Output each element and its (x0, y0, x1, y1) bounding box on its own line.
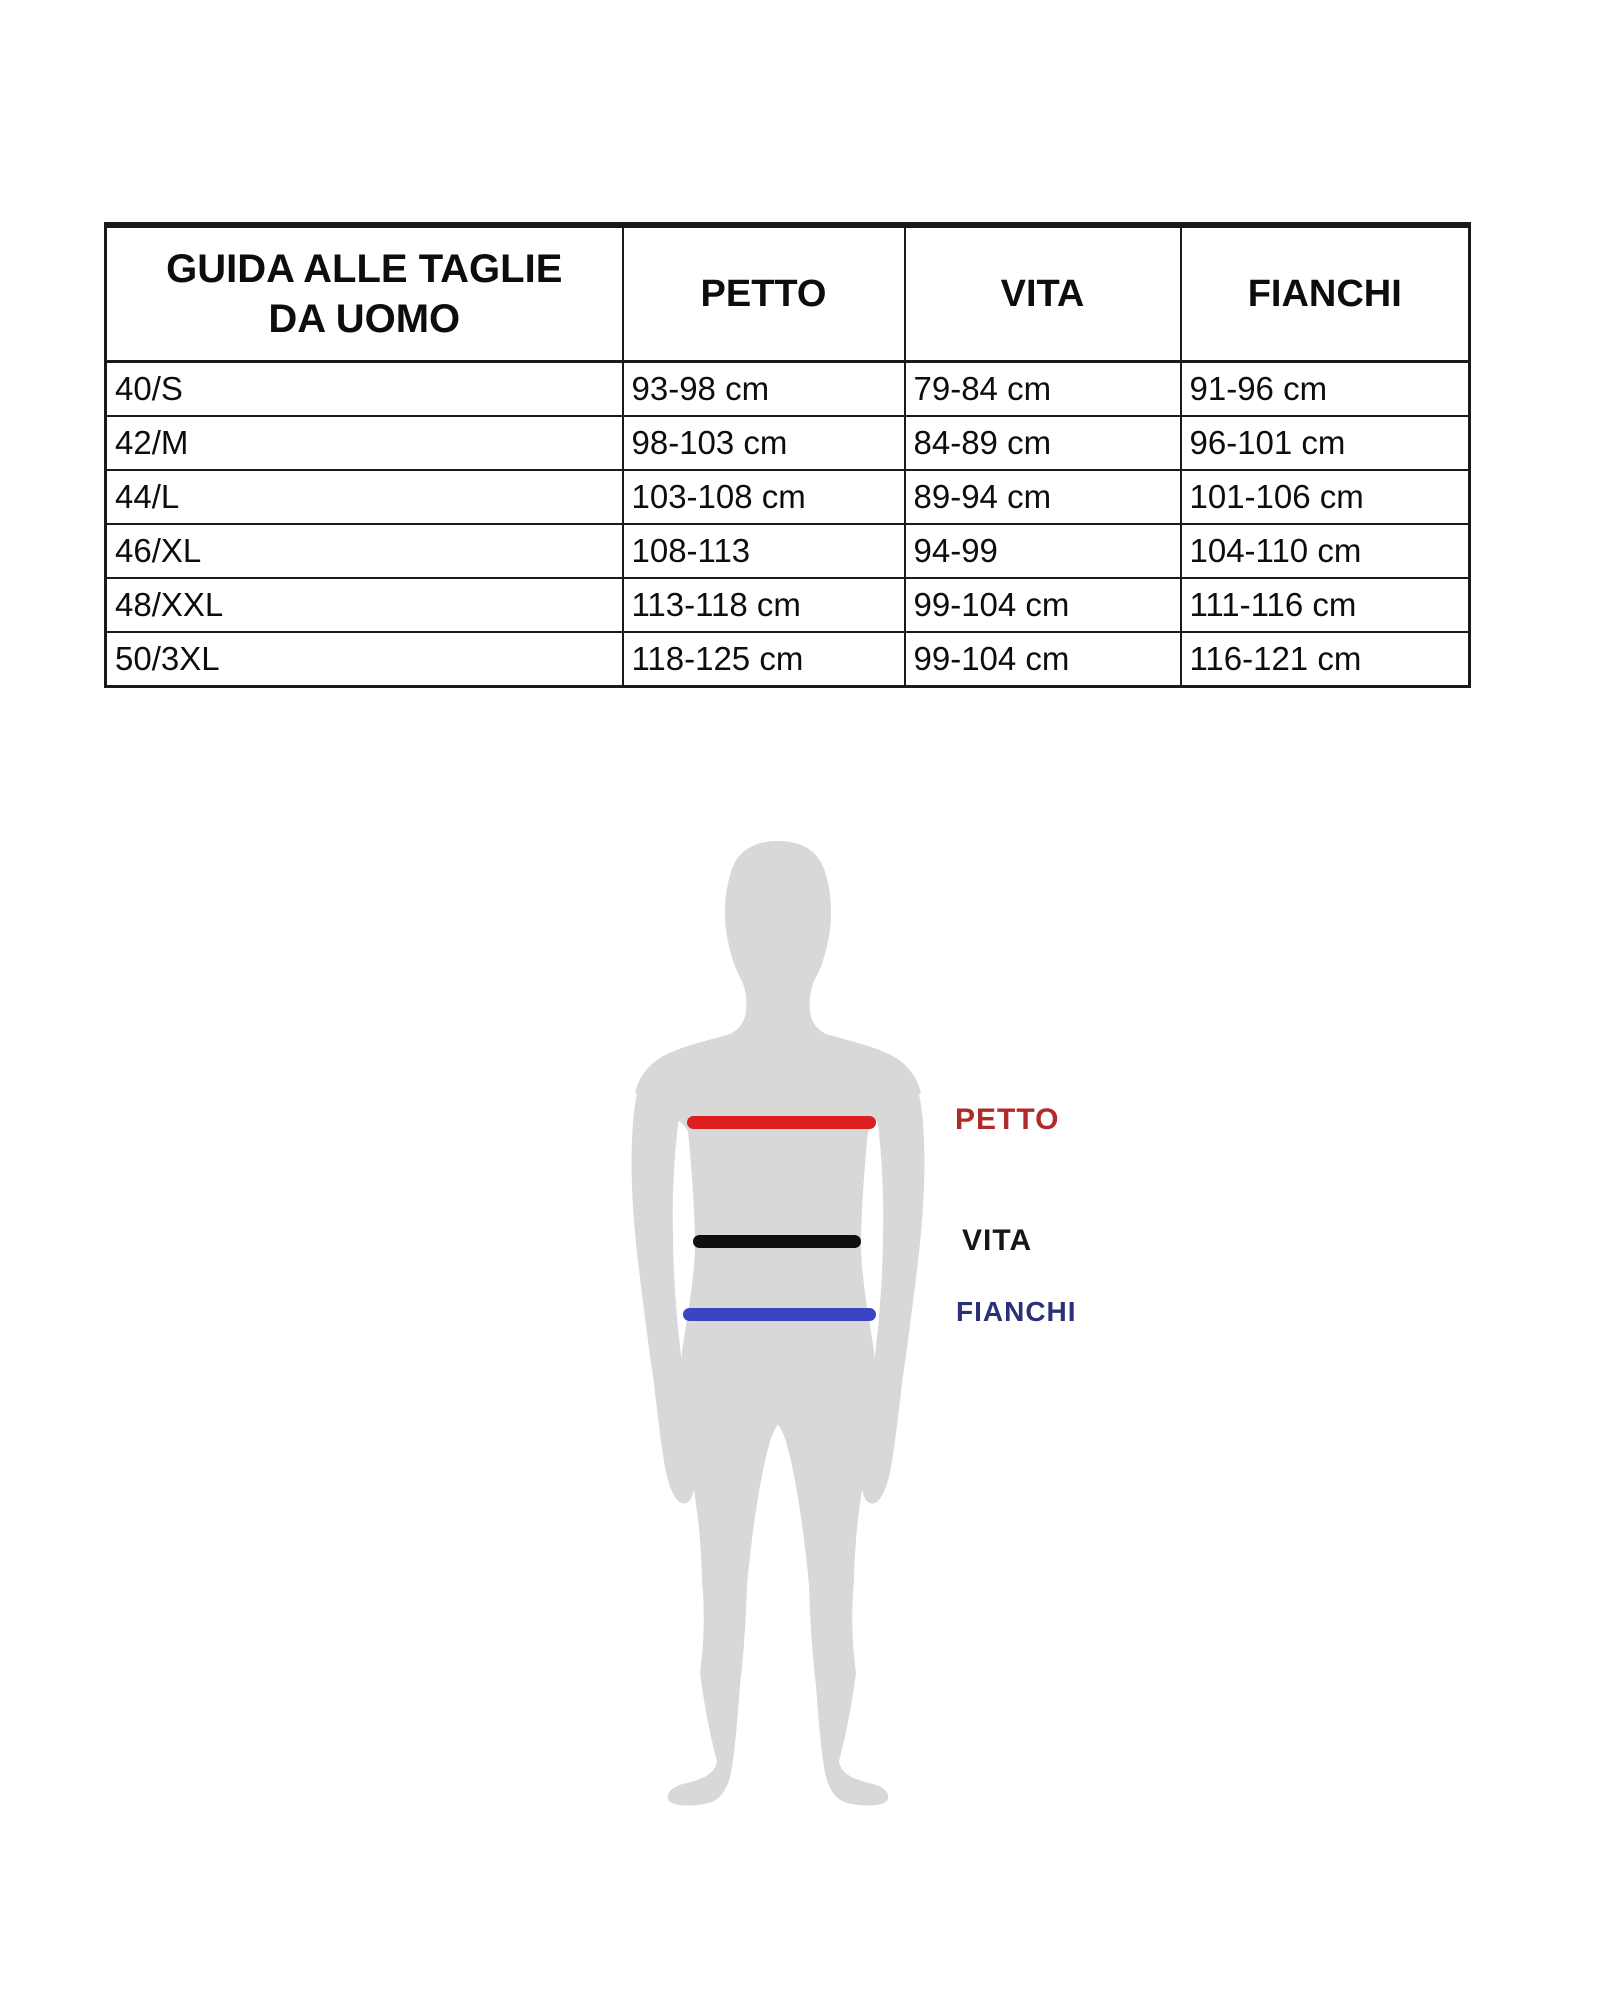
fianchi-label: FIANCHI (956, 1296, 1077, 1327)
table-row (106, 578, 1470, 632)
petto-cell: 98-103 cm (623, 416, 905, 470)
size-cell: 42/M (106, 416, 623, 470)
table-row (106, 362, 1470, 417)
vita-cell: 89-94 cm (905, 470, 1181, 524)
size-cell: 46/XL (106, 524, 623, 578)
petto-cell: 93-98 cm (623, 362, 905, 417)
table-row (106, 524, 1470, 578)
petto-cell: 113-118 cm (623, 578, 905, 632)
table-title-line2: DA UOMO (268, 297, 461, 341)
table-row (106, 470, 1470, 524)
vita-label: VITA (962, 1224, 1033, 1257)
fianchi-cell: 96-101 cm (1181, 416, 1470, 470)
fianchi-cell: 104-110 cm (1181, 524, 1470, 578)
size-guide-table (104, 222, 1471, 688)
fianchi-cell: 116-121 cm (1181, 632, 1470, 687)
fianchi-cell: 111-116 cm (1181, 578, 1470, 632)
vita-cell: 79-84 cm (905, 362, 1181, 417)
vita-measure-line (693, 1235, 861, 1248)
table-row (106, 416, 1470, 470)
petto-cell: 108-113 (623, 524, 905, 578)
vita-cell: 94-99 (905, 524, 1181, 578)
body-torso-shape (635, 841, 921, 1806)
size-cell: 40/S (106, 362, 623, 417)
male-body-silhouette (608, 833, 948, 1813)
petto-cell: 103-108 cm (623, 470, 905, 524)
table-title-line1: GUIDA ALLE TAGLIE (166, 247, 563, 291)
petto-label: PETTO (955, 1103, 1060, 1136)
vita-cell: 99-104 cm (905, 632, 1181, 687)
column-header-petto: PETTO (623, 225, 905, 362)
vita-cell: 84-89 cm (905, 416, 1181, 470)
size-cell: 50/3XL (106, 632, 623, 687)
size-cell: 44/L (106, 470, 623, 524)
table-header-row (106, 225, 1470, 362)
table-title-cell (106, 225, 623, 362)
fianchi-cell: 101-106 cm (1181, 470, 1470, 524)
table-row (106, 632, 1470, 687)
fianchi-measure-line (683, 1308, 876, 1321)
column-header-fianchi: FIANCHI (1181, 225, 1470, 362)
size-cell: 48/XXL (106, 578, 623, 632)
petto-cell: 118-125 cm (623, 632, 905, 687)
petto-measure-line (687, 1116, 876, 1129)
fianchi-cell: 91-96 cm (1181, 362, 1470, 417)
vita-cell: 99-104 cm (905, 578, 1181, 632)
column-header-vita: VITA (905, 225, 1181, 362)
